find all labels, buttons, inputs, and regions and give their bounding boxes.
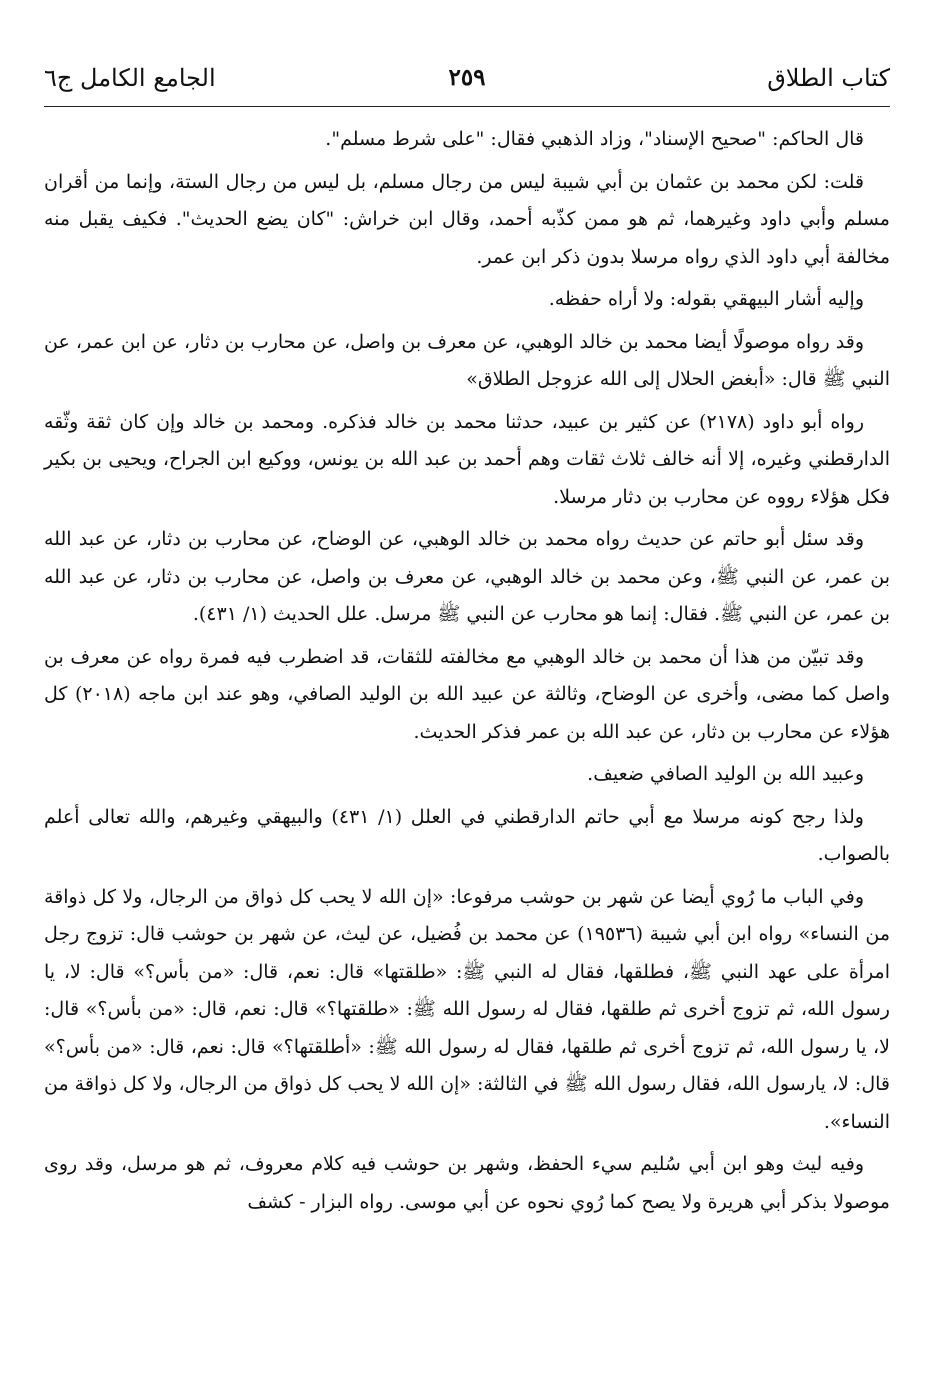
paragraph: وعبيد الله بن الوليد الصافي ضعيف. <box>587 763 864 785</box>
page-number: ٢٥٩ <box>448 64 486 91</box>
paragraph: وإليه أشار البيهقي بقوله: ولا أراه حفظه. <box>548 288 864 310</box>
paragraph: وقد تبيّن من هذا أن محمد بن خالد الوهبي مع مخالفته للثقات، قد اضطرب فيه فمرة رواه عن معرف بن واصل كما مضى، وأخرى عن الوضاح، وثالثة عن عبيد الله بن الوليد الصافي، وهو عند ابن ماجه (٢٠١٨) كل هؤلاء عن محارب بن دثار، عن عبد الله بن عمر فذكر الحديث. <box>44 645 891 743</box>
paragraph: رواه أبو داود (٢١٧٨) عن كثير بن عبيد، حدثنا محمد بن خالد فذكره. ومحمد بن خالد وإن كان ثقة وثّقه الدارقطني وغيره، إلا أنه خالف ثلاث ثقات وهم أحمد بن عبد الله بن يونس، ووكيع ابن الجراح، ويحيى بن بكير فكل هؤلاء رووه عن محارب بن دثار مرسلا. <box>44 410 890 508</box>
paragraph: قلت: لكن محمد بن عثمان بن أبي شيبة ليس من رجال مسلم، بل ليس من رجال الستة، وإنما من أقران مسلم وأبي داود وغيرهما، ثم هو ممن كذّبه أحمد، وقال ابن خراش: "كان يضع الحديث". فكيف يقبل منه مخالفة أبي داود الذي رواه مرسلا بدون ذكر ابن عمر. <box>44 170 890 268</box>
paragraph: وفي الباب ما رُوي أيضا عن شهر بن حوشب مرفوعا: «إن الله لا يحب كل ذواق من الرجال، ولا كل ذواقة من النساء» رواه ابن أبي شيبة (١٩٥٣٦) عن محمد بن فُضيل، عن ليث، عن شهر بن حوشب قال: تزوج رجل امرأة على عهد النبي ﷺ، فطلقها، فقال له النبي ﷺ: «طلقتها» قال: نعم، قال: «من بأس؟» قال: لا، يا رسول الله، ثم تزوج أخرى ثم طلقها، فقال له رسول الله ﷺ: «طلقتها؟» قال: نعم، قال: «من بأس؟» قال: لا، يا رسول الله، ثم تزوج أخرى ثم طلقها، فقال له رسول الله ﷺ: «أطلقتها؟» قال: نعم، قال: «من بأس؟» قال: لا، يارسول الله، فقال رسول الله ﷺ في الثالثة: «إن الله لا يحب كل ذواق من الرجال، ولا كل ذواقة من النساء». <box>44 885 890 1133</box>
header-divider <box>44 106 890 107</box>
paragraph: ولذا رجح كونه مرسلا مع أبي حاتم الدارقطني في العلل (١/ ٤٣١) والبيهقي وغيرهم، والله تعالى أعلم بالصواب. <box>44 805 890 865</box>
paragraph: وقد سئل أبو حاتم عن حديث رواه محمد بن خالد الوهبي، عن الوضاح، عن محارب بن دثار، عن عبد الله بن عمر، عن النبي ﷺ، وعن محمد بن خالد الوهبي، عن معرف بن واصل، عن محارب بن دثار، عن عبد الله بن عمر، عن النبي ﷺ. فقال: إنما هو محارب عن النبي ﷺ مرسل. علل الحديث (١/ ٤٣١). <box>44 528 890 625</box>
page-header <box>44 58 890 98</box>
paragraph: وقد رواه موصولًا أيضا محمد بن خالد الوهبي، عن معرف بن واصل، عن محارب بن دثار، عن ابن عمر، عن النبي ﷺ قال: «أبغض الحلال إلى الله عزوجل الطلاق» <box>44 330 890 390</box>
page-body <box>44 121 890 1221</box>
collection-volume: الجامع الكامل ج٦ <box>44 64 216 92</box>
book-title: كتاب الطلاق <box>767 64 890 92</box>
paragraph: قال الحاكم: "صحيح الإسناد"، وزاد الذهبي فقال: "على شرط مسلم". <box>325 128 864 150</box>
paragraph: وفيه ليث وهو ابن أبي سُليم سيء الحفظ، وشهر بن حوشب فيه كلام معروف، ثم هو مرسل، وقد روى موصولا بذكر أبي هريرة ولا يصح كما رُوي نحوه عن أبي موسى. رواه البزار - كشف <box>44 1153 890 1213</box>
